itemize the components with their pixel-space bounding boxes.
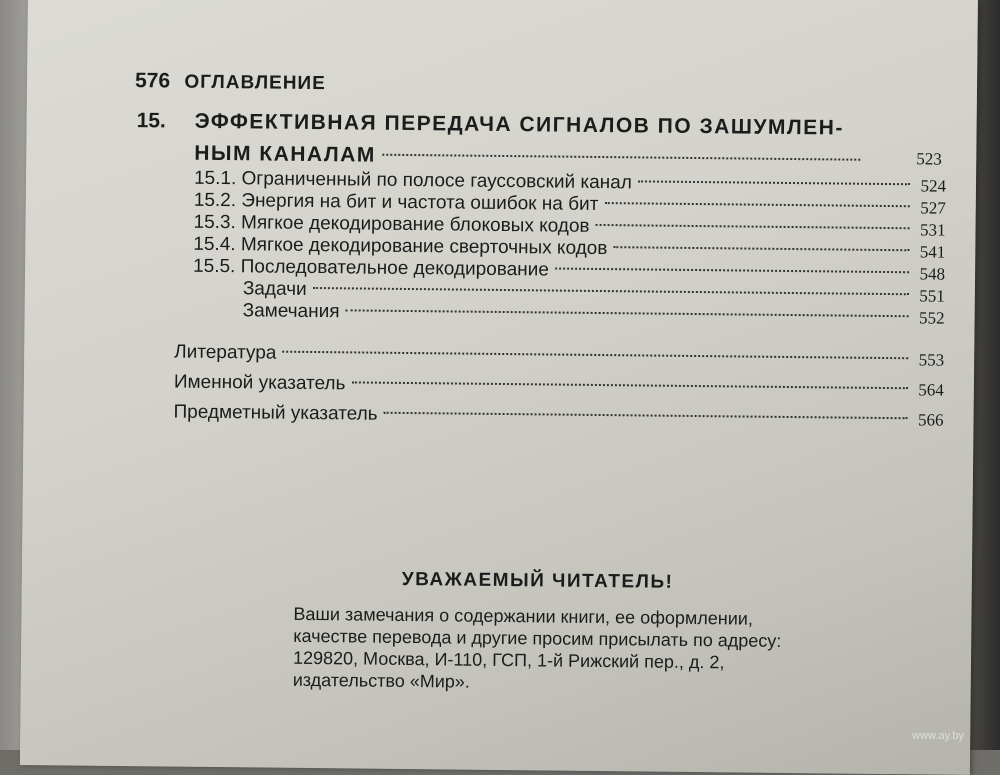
- toc-entry: [173, 402, 943, 432]
- toc-entry: [174, 372, 944, 402]
- toc-entry-label: Задачи: [242, 278, 307, 300]
- header-section-title: ОГЛАВЛЕНИЕ: [184, 71, 326, 95]
- running-header: [135, 69, 326, 95]
- notice-title: УВАЖАЕМЫЙ ЧИТАТЕЛЬ!: [401, 568, 674, 593]
- dot-leader: [604, 202, 909, 207]
- dot-leader: [313, 287, 909, 295]
- chapter-title-line-2: НЫМ КАНАЛАМ: [194, 141, 376, 167]
- toc-entry-page: 527: [920, 198, 946, 218]
- dot-leader: [613, 246, 909, 251]
- header-page-number: 576: [134, 69, 171, 93]
- dot-leader: [555, 268, 909, 274]
- dot-leader: [346, 309, 909, 317]
- dot-leader: [596, 224, 910, 229]
- watermark: www.ay.by: [912, 730, 964, 742]
- toc-entry-label: 15.5. Последовательное декодирование: [193, 255, 549, 281]
- toc-entry-label: Замечания: [242, 300, 340, 323]
- toc-entry-page: 566: [917, 410, 944, 430]
- toc-entry-label: 15.2. Энергия на бит и частота ошибок на бит: [193, 189, 599, 215]
- book-page: [20, 0, 978, 775]
- toc-entry-page: 531: [919, 220, 946, 240]
- chapter-page-number: 523: [916, 149, 942, 169]
- toc-entry-page: 552: [919, 308, 945, 328]
- notice-line: Ваши замечания о содержании книги, ее оформлении,: [293, 603, 754, 629]
- notice-line: издательство «Мир».: [292, 669, 470, 692]
- dot-leader: [384, 412, 908, 419]
- chapter-title: [136, 105, 957, 178]
- notice-body: [293, 603, 854, 697]
- toc-entry-page: 524: [920, 176, 947, 196]
- toc-entry-page: 541: [919, 242, 946, 262]
- dot-leader: [638, 180, 910, 185]
- chapter-title-line-1: ЭФФЕКТИВНАЯ ПЕРЕДАЧА СИГНАЛОВ ПО ЗАШУМЛЕН-: [194, 109, 845, 140]
- toc-entry-label: 15.4. Мягкое декодирование сверточных кодов: [193, 233, 608, 260]
- toc-entry-page: 551: [919, 286, 945, 306]
- toc-entry-page: 548: [919, 264, 946, 284]
- chapter-number: 15.: [136, 109, 166, 133]
- toc-entry-page: 553: [918, 350, 945, 370]
- dot-leader: [351, 381, 907, 389]
- toc-entry-label: Именной указатель: [173, 371, 346, 395]
- toc-entry-label: Литература: [174, 341, 277, 364]
- notice-line: качестве перевода и другие просим присылать по адресу:: [293, 625, 782, 651]
- toc-entry: [174, 342, 944, 372]
- dot-leader: [282, 351, 908, 360]
- notice-line: 129820, Москва, И-110, ГСП, 1-й Рижский пер., д. 2,: [292, 647, 725, 673]
- toc-entry-page: 564: [918, 380, 944, 400]
- toc-entry-label: 15.1. Ограниченный по полосе гауссовский канал: [193, 167, 632, 194]
- toc-entry-label: 15.3. Мягкое декодирование блоковых кодов: [193, 211, 590, 237]
- dot-leader: [382, 154, 860, 161]
- toc-entry-label: Предметный указатель: [173, 401, 378, 425]
